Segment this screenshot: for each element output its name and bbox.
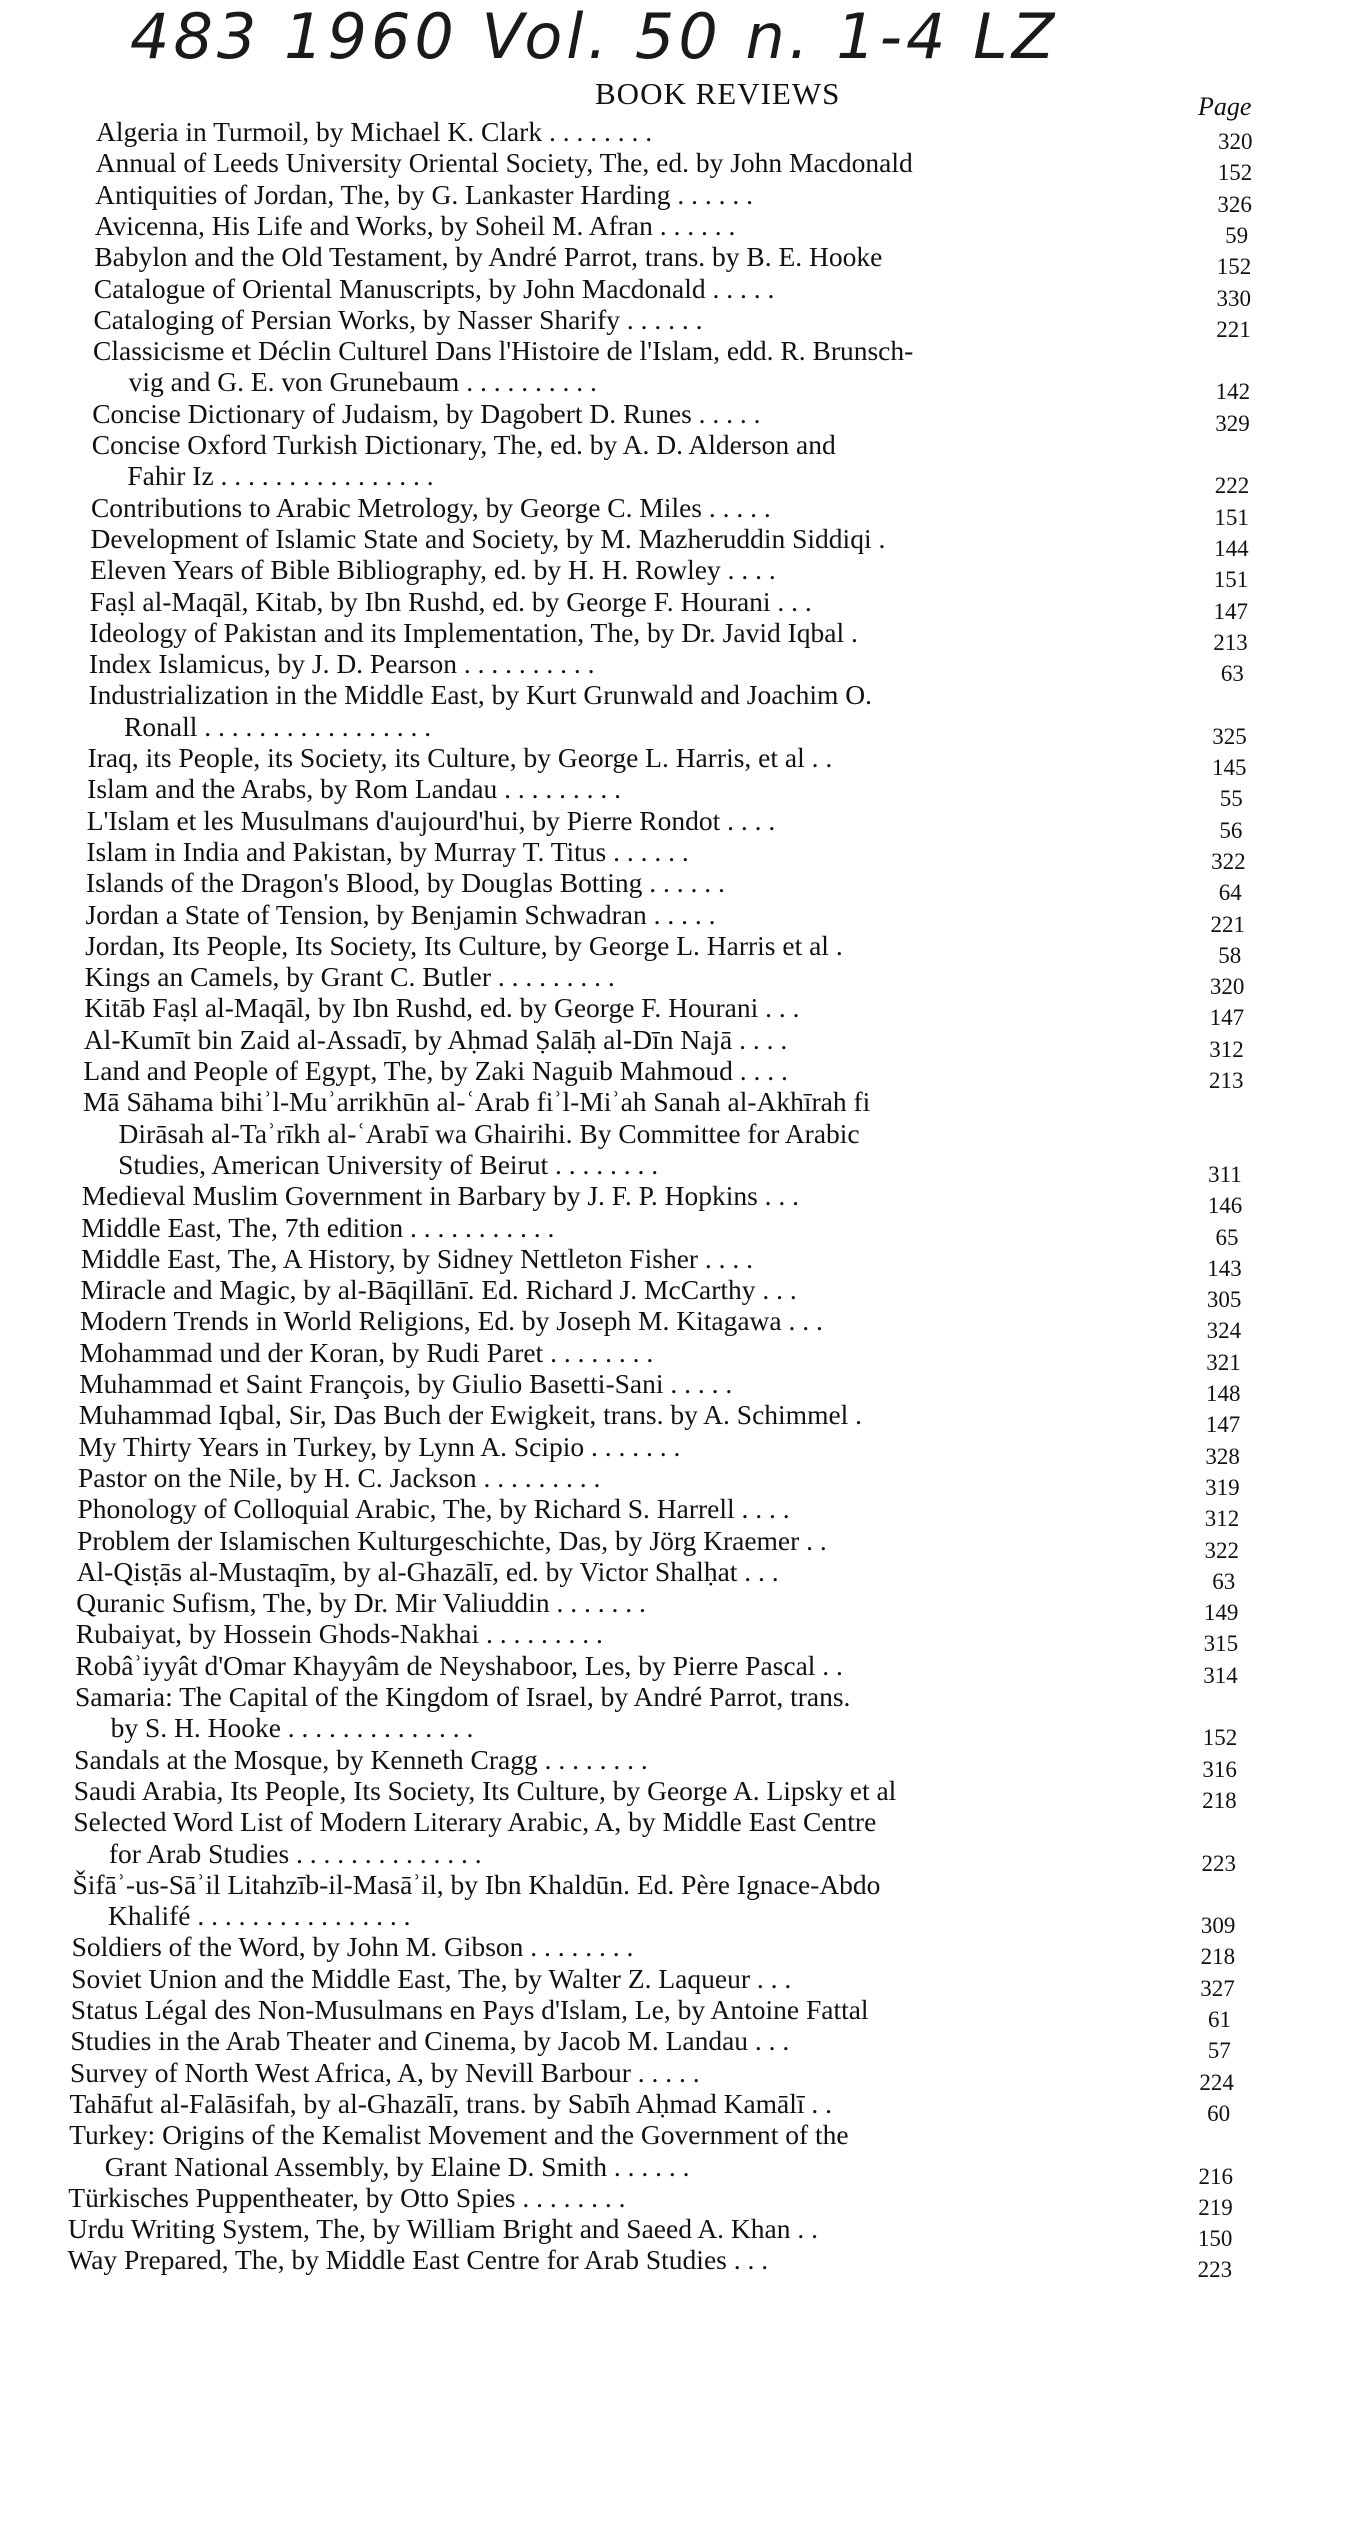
page-number: 65 (1215, 1224, 1239, 1250)
index-entry-line: Annual of Leeds University Oriental Society, The, ed. by John Macdonald (95, 147, 913, 179)
page-number: 322 (1204, 1537, 1239, 1563)
page-number: 223 (1201, 1850, 1236, 1876)
index-entry-line: Ronall . . . . . . . . . . . . . . . . . (124, 710, 432, 742)
page-number: 56 (1219, 817, 1243, 843)
index-entry-line: Medieval Muslim Government in Barbary by J. F. P. Hopkins . . . (81, 1180, 800, 1212)
index-entry-line: Al-Qisṭās al-Mustaqīm, by al-Ghazālī, ed. by Victor Shalḥat . . . (76, 1555, 779, 1587)
index-entry-line: Way Prepared, The, by Middle East Centre for Arab Studies . . . (67, 2244, 769, 2276)
index-entry-line: Eleven Years of Bible Bibliography, ed. by H. H. Rowley . . . . (90, 554, 776, 586)
index-entry-line: Modern Trends in World Religions, Ed. by Joseph M. Kitagawa . . . (80, 1305, 823, 1337)
index-entry-line: Concise Oxford Turkish Dictionary, The, ed. by A. D. Alderson and (91, 429, 836, 460)
page-number: 222 (1214, 473, 1250, 499)
index-entry-line: Islam and the Arabs, by Rom Landau . . . . . . . . . (87, 773, 622, 805)
index-entry-line: Industrialization in the Middle East, by Kurt Grunwald and Joachim O. (88, 679, 873, 711)
index-entry-line: Algeria in Turmoil, by Michael K. Clark . . . . . . . . (96, 116, 653, 147)
index-entry-line: Soviet Union and the Middle East, The, by Walter Z. Laqueur . . . (71, 1962, 792, 1994)
page-number: 219 (1198, 2194, 1233, 2220)
index-entry-line: Šifāʾ-us-Sāʾil Litahzīb-il-Masāʾil, by Ibn Khaldūn. Ed. Père Ignace-Abdo (72, 1868, 881, 1900)
index-entry-line: Problem der Islamischen Kulturgeschichte, Das, by Jörg Kraemer . . (77, 1524, 827, 1556)
page-number: 152 (1202, 1725, 1238, 1751)
page-number: 324 (1206, 1318, 1242, 1344)
index-entry-line: My Thirty Years in Turkey, by Lynn A. Scipio . . . . . . . (78, 1430, 681, 1462)
page-number: 326 (1217, 191, 1252, 217)
page-number: 213 (1209, 1068, 1244, 1093)
index-entry-line: Faṣl al-Maqāl, Kitab, by Ibn Rushd, ed. by George F. Hourani . . . (89, 585, 812, 617)
page-number: 312 (1209, 1036, 1244, 1062)
page-number: 314 (1203, 1662, 1238, 1688)
index-entry-line: Studies in the Arab Theater and Cinema, by Jacob M. Landau . . . (70, 2025, 790, 2057)
page-number: 150 (1197, 2226, 1233, 2252)
index-entry-line: Mohammad und der Koran, by Rudi Paret . . . . . . . . (79, 1336, 654, 1368)
index-entry-line: Grant National Assembly, by Elaine D. Smith . . . . . . (104, 2150, 690, 2182)
page-number: 305 (1206, 1287, 1242, 1313)
page-number: 319 (1205, 1474, 1240, 1500)
index-entry-line: Muhammad et Saint François, by Giulio Basetti-Sani . . . . . (79, 1368, 733, 1399)
page-number: 143 (1207, 1255, 1242, 1281)
index-entry-line: Miracle and Magic, by al-Bāqillānī. Ed. Richard J. McCarthy . . . (80, 1274, 797, 1306)
index-entry-line: Selected Word List of Modern Literary Arabic, A, by Middle East Centre (73, 1806, 877, 1838)
index-entry-line: Turkey: Origins of the Kemalist Movement and the Government of the (69, 2119, 849, 2151)
page-number: 59 (1225, 222, 1249, 248)
page-number: 320 (1209, 974, 1245, 1000)
index-entry-line: vig and G. E. von Grunebaum . . . . . . . . . . (128, 366, 597, 398)
index-entry-line: Sandals at the Mosque, by Kenneth Cragg . . . . . . . . (74, 1743, 648, 1775)
page-number: 146 (1207, 1193, 1243, 1219)
page-number: 221 (1210, 911, 1245, 937)
index-entry-line: Phonology of Colloquial Arabic, The, by Richard S. Harrell . . . . (77, 1493, 790, 1525)
index-entry-line: Middle East, The, 7th edition . . . . . . . . . . . (81, 1211, 555, 1243)
page-number: 321 (1206, 1349, 1241, 1375)
page-number: 152 (1216, 254, 1252, 280)
handwritten-call-number: 483 1960 Vol. 50 n. 1-4 LZ (130, 0, 1059, 73)
page-heading: BOOK REVIEWS (595, 76, 841, 111)
index-entry-line: Al-Kumīt bin Zaid al-Assadī, by Aḥmad Ṣalāḥ al-Dīn Najā . . . . (83, 1023, 788, 1055)
index-entry-line: Development of Islamic State and Society, by M. Mazheruddin Siddiqi . (90, 522, 886, 554)
page-number: 144 (1214, 535, 1249, 561)
page-number: 312 (1204, 1506, 1240, 1532)
index-entry-line: Concise Dictionary of Judaism, by Dagobert D. Runes . . . . . (92, 397, 761, 429)
index-entry-line: Islam in India and Pakistan, by Murray T. Titus . . . . . . (86, 835, 689, 867)
page-number: 218 (1202, 1787, 1237, 1813)
index-entry-line: Türkisches Puppentheater, by Otto Spies . . . . . . . . (68, 2181, 626, 2213)
page-number: 309 (1200, 1913, 1236, 1939)
page-number: 221 (1216, 316, 1251, 342)
index-entry-line: Khalifé . . . . . . . . . . . . . . . . (108, 1900, 411, 1932)
index-entry-line: Fahir Iz . . . . . . . . . . . . . . . . (127, 460, 434, 492)
index-entry-line: Index Islamicus, by J. D. Pearson . . . . . . . . . . (88, 648, 595, 680)
index-entry-line: Status Légal des Non-Musulmans en Pays d'Islam, Le, by Antoine Fattal (70, 1994, 869, 2025)
index-entry-line: Urdu Writing System, The, by William Bright and Saeed A. Khan . . (67, 2213, 818, 2245)
page-number: 151 (1213, 567, 1249, 593)
index-entry-line: Catalogue of Oriental Manuscripts, by John Macdonald . . . . . (93, 272, 775, 304)
page-number: 329 (1215, 410, 1250, 436)
index-entry-line: Land and People of Egypt, The, by Zaki Naguib Mahmoud . . . . (83, 1055, 788, 1086)
page-number: 142 (1215, 379, 1251, 405)
page-number: 311 (1208, 1161, 1242, 1187)
page-number: 58 (1218, 942, 1242, 968)
page-number: 63 (1220, 661, 1244, 687)
page-number: 63 (1212, 1568, 1236, 1594)
index-entry-line: Mā Sāhama bihiʾl-Muʾarrikhūn al-ʿArab fiʾl-Miʾah Sanah al-Akhīrah fi (82, 1086, 871, 1118)
index-entry-line: Cataloging of Persian Works, by Nasser Sharify . . . . . . (93, 303, 703, 335)
page-number: 328 (1205, 1443, 1240, 1469)
page-number: 315 (1203, 1631, 1239, 1657)
index-entry-line: Middle East, The, A History, by Sidney Nettleton Fisher . . . . (80, 1242, 754, 1274)
index-entry-line: Robâʾiyyât d'Omar Khayyâm de Neyshaboor, Les, by Pierre Pascal . . (75, 1649, 843, 1681)
page-number: 147 (1213, 598, 1248, 624)
index-entry-line: Classicisme et Déclin Culturel Dans l'Histoire de l'Islam, edd. R. Brunsch- (93, 335, 914, 367)
page-number: 148 (1206, 1381, 1241, 1406)
index-entry-line: Avicenna, His Life and Works, by Soheil M. Afran . . . . . . (94, 209, 736, 241)
page-number: 64 (1218, 880, 1242, 906)
index-entry-line: Quranic Sufism, The, by Dr. Mir Valiuddin . . . . . . . (76, 1587, 646, 1619)
index-entry-line: Rubaiyat, by Hossein Ghods-Nakhai . . . . . . . . . (75, 1618, 603, 1650)
index-entry-line: Babylon and the Old Testament, by André Parrot, trans. by B. E. Hooke (94, 241, 883, 273)
index-entry-line: Jordan a State of Tension, by Benjamin Schwadran . . . . . (85, 898, 716, 930)
page-number: 55 (1219, 786, 1243, 812)
index-entry-line: Muhammad Iqbal, Sir, Das Buch der Ewigkeit, trans. by A. Schimmel . (78, 1399, 863, 1431)
index-entry-line: Kitāb Faṣl al-Maqāl, by Ibn Rushd, ed. by George F. Hourani . . . (84, 992, 800, 1024)
page-number: 216 (1198, 2163, 1233, 2189)
index-entry-line: by S. H. Hooke . . . . . . . . . . . . . . (110, 1712, 474, 1744)
index-entry-line: Tahāfut al-Falāsifah, by al-Ghazālī, trans. by Sabīh Aḥmad Kamālī . . (69, 2087, 833, 2119)
page-number: 213 (1213, 629, 1248, 655)
index-entry-line: for Arab Studies . . . . . . . . . . . . . . (108, 1837, 482, 1869)
page-number: 145 (1212, 755, 1247, 780)
index-entry-line: Pastor on the Nile, by H. C. Jackson . . . . . . . . . (77, 1461, 601, 1493)
index-entry-line: Studies, American University of Beirut . . . . . . . . (118, 1148, 659, 1180)
page-number: 147 (1205, 1412, 1241, 1438)
index-entry-line: Antiquities of Jordan, The, by G. Lankaster Harding . . . . . . (95, 178, 753, 210)
page-number: 57 (1207, 2038, 1231, 2064)
page-number: 322 (1211, 848, 1246, 874)
page-number: 218 (1200, 1944, 1236, 1970)
page-number: 320 (1218, 129, 1253, 154)
page-number: 327 (1200, 1975, 1235, 2001)
index-entry-line: Saudi Arabia, Its People, Its Society, Its Culture, by George A. Lipsky et al (73, 1774, 897, 1806)
index-entry-line: Samaria: The Capital of the Kingdom of Israel, by André Parrot, trans. (75, 1681, 851, 1712)
page-number: 224 (1199, 2069, 1234, 2095)
page-column-label: Page (1198, 92, 1252, 121)
page-number: 152 (1217, 160, 1253, 186)
index-entry-line: Soldiers of the Word, by John M. Gibson . . . . . . . . (71, 1931, 634, 1963)
index-entry-line: Islands of the Dragon's Blood, by Douglas Botting . . . . . . (85, 867, 725, 899)
index-entry-line: Survey of North West Africa, A, by Nevill Barbour . . . . . (69, 2056, 700, 2088)
index-entry-line: Contributions to Arabic Metrology, by George C. Miles . . . . . (90, 491, 771, 523)
page-number: 60 (1207, 2100, 1231, 2126)
index-entry-line: Jordan, Its People, Its Society, Its Culture, by George L. Harris et al . (85, 929, 843, 961)
page-number: 151 (1214, 504, 1249, 530)
index-entry-line: Iraq, its People, its Society, its Culture, by George L. Harris, et al . . (87, 742, 833, 773)
index-entry-line: Kings an Camels, by Grant C. Butler . . . . . . . . . (84, 961, 615, 993)
page-number: 330 (1216, 285, 1251, 311)
index-entry-line: Ideology of Pakistan and its Implementation, The, by Dr. Javid Iqbal . (89, 616, 858, 648)
page-number: 316 (1202, 1756, 1237, 1782)
page-number: 149 (1203, 1600, 1239, 1626)
index-entry-line: Dirāsah al-Taʾrīkh al-ʿArabī wa Ghairihi. By Committee for Arabic (118, 1117, 860, 1149)
page-number: 223 (1197, 2257, 1233, 2283)
page-number: 325 (1212, 723, 1247, 749)
page-number: 61 (1208, 2007, 1231, 2032)
page-number: 147 (1209, 1005, 1245, 1031)
index-entry-line: L'Islam et les Musulmans d'aujourd'hui, by Pierre Rondot . . . . (86, 804, 776, 836)
